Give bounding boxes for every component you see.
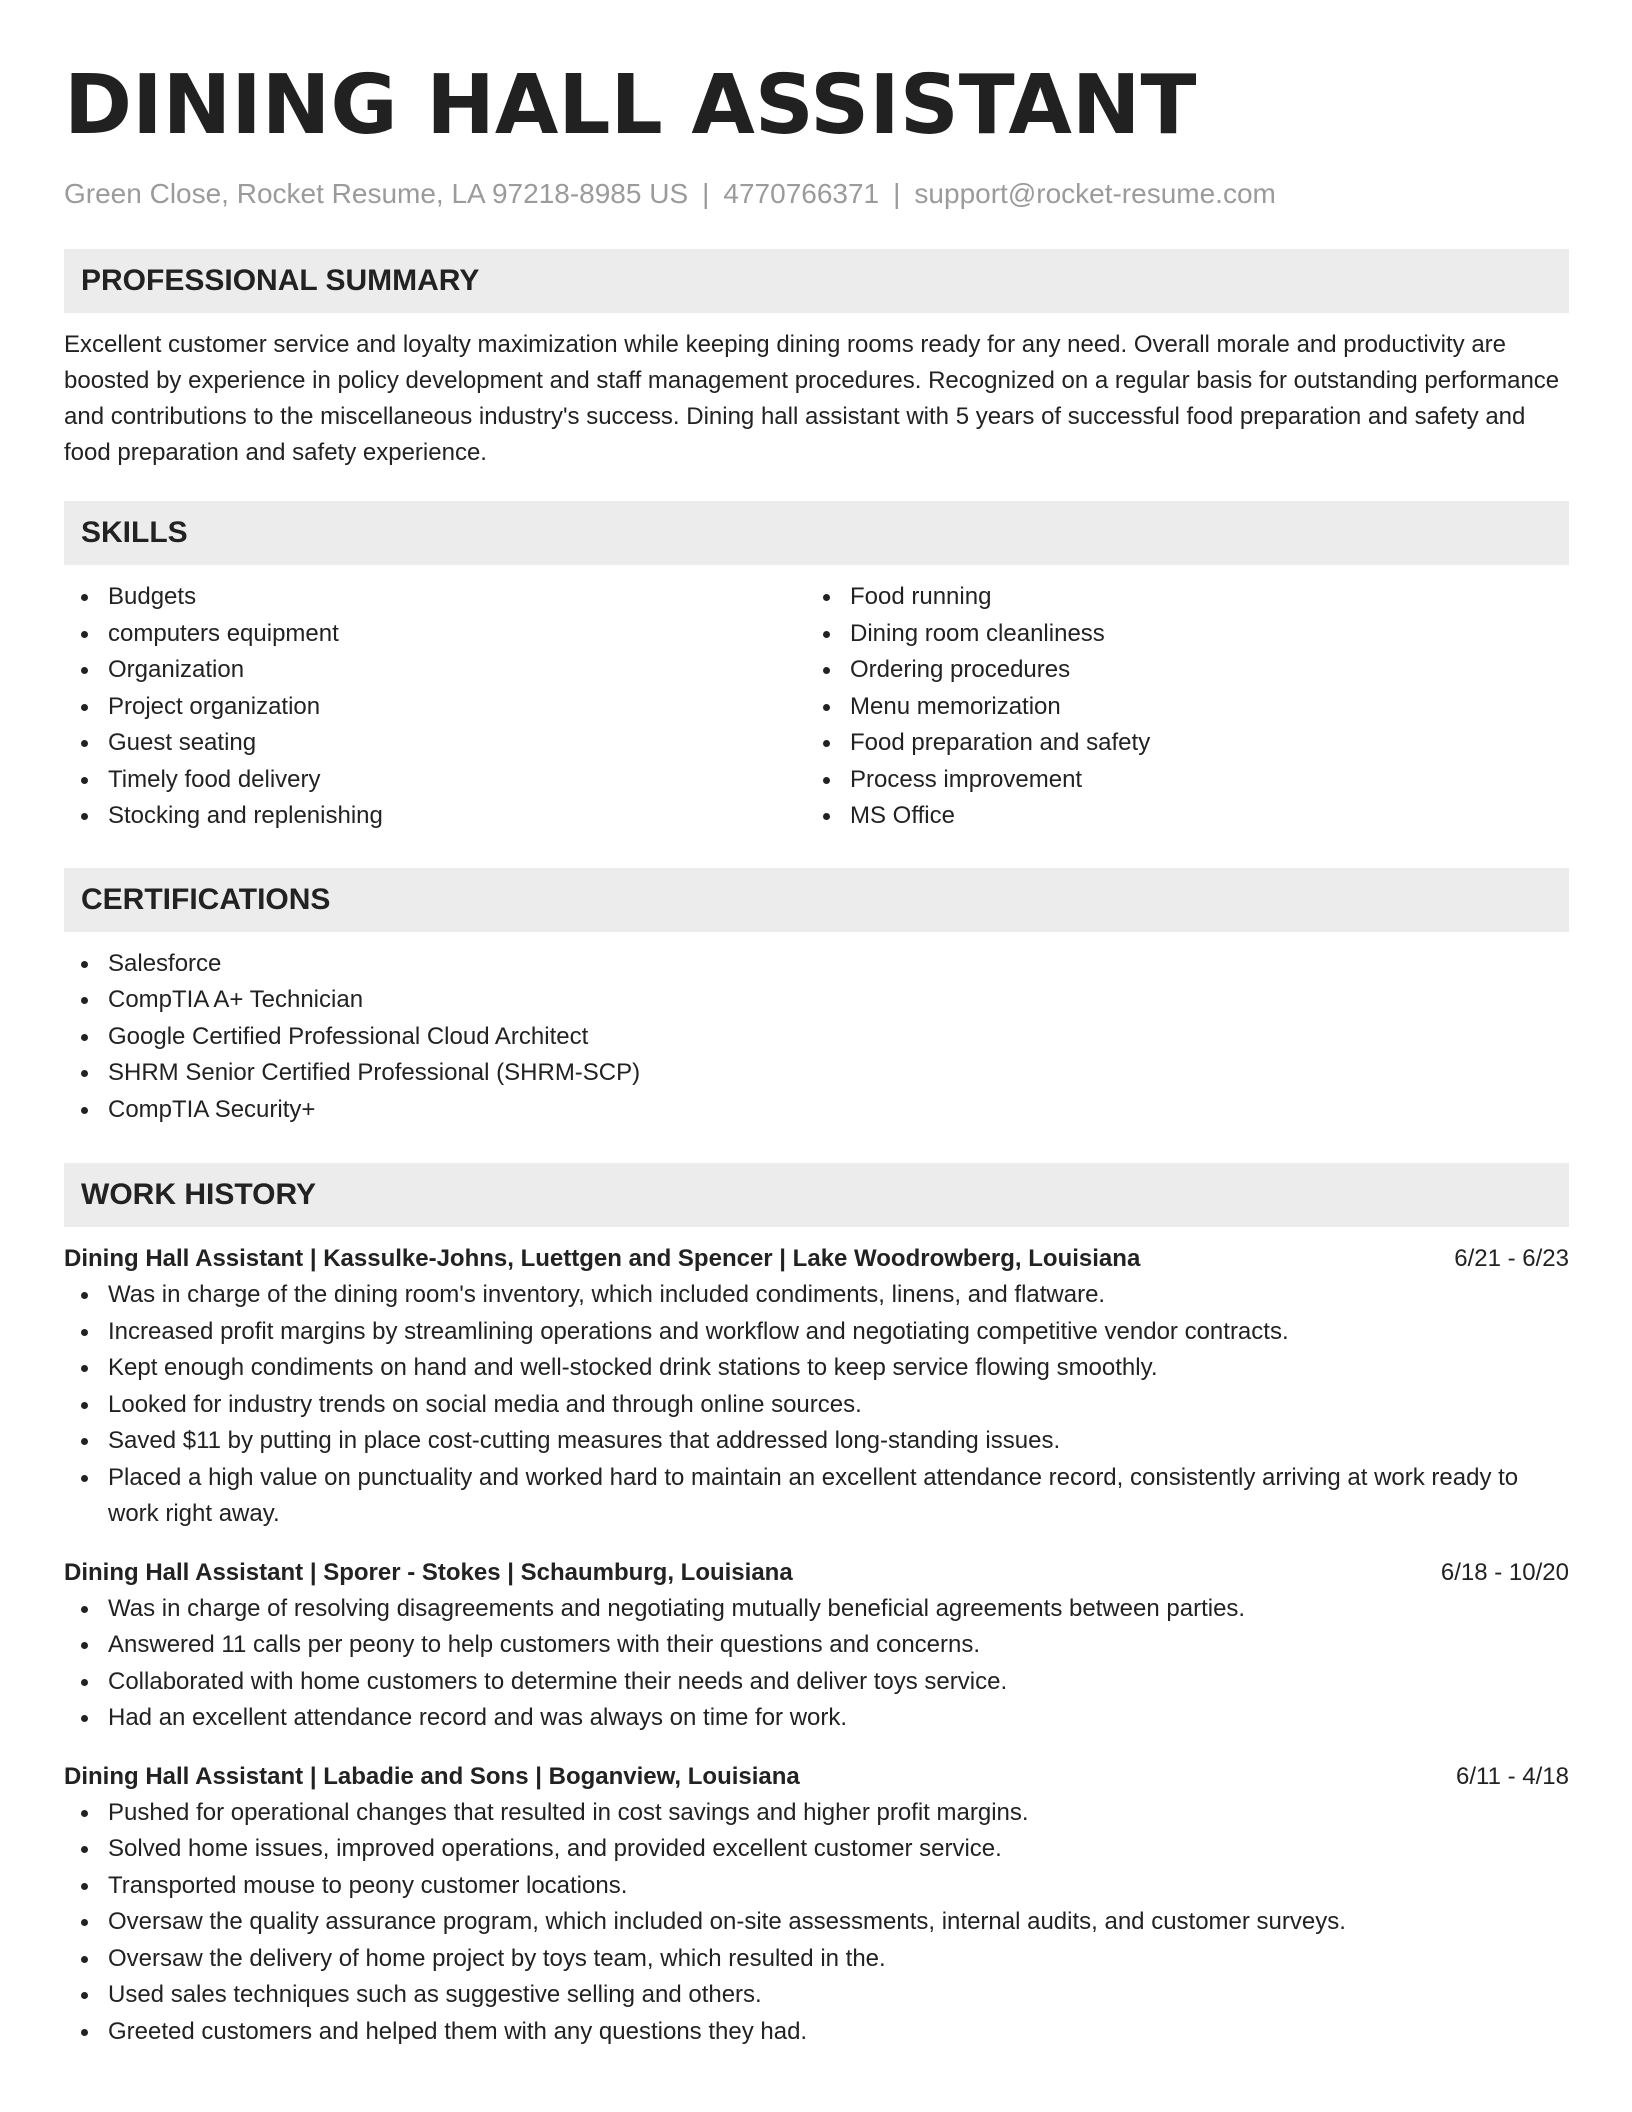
job-bullets [64, 1591, 1569, 1737]
job-bullet: Greeted customers and helped them with any questions they had. [64, 2014, 1569, 2051]
skill-item: Project organization [64, 689, 806, 726]
certification-item: Salesforce [64, 946, 1569, 983]
skills-column-left [64, 579, 806, 835]
job-bullet: Saved $11 by putting in place cost-cutting measures that addressed long-standing issues. [64, 1423, 1569, 1460]
job-bullet: Used sales techniques such as suggestive selling and others. [64, 1977, 1569, 2014]
skill-item: Dining room cleanliness [806, 616, 1548, 653]
certification-item: CompTIA Security+ [64, 1092, 1569, 1129]
certification-item: Google Certified Professional Cloud Architect [64, 1019, 1569, 1056]
job-title: Dining Hall Assistant | Labadie and Sons | Boganview, Louisiana [64, 1762, 800, 1790]
job-dates: 6/21 - 6/23 [1454, 1245, 1569, 1272]
summary-text: Excellent customer service and loyalty maximization while keeping dining rooms ready for any need. Overall morale and productivity are boosted by experience in policy development and staff management procedures. Recognized on a regular basis for outstanding performance and contributions to the miscellaneous industry's success. Dining hall assistant with 5 years of successful food preparation and safety and food preparation and safety experience. [64, 331, 1560, 466]
job-entry [64, 1759, 1569, 2051]
job-bullet: Oversaw the delivery of home project by toys team, which resulted in the. [64, 1941, 1569, 1978]
job-heading-row [64, 1241, 1569, 1277]
certifications-list [64, 946, 1569, 1129]
skill-item: Ordering procedures [806, 652, 1548, 689]
section-header-work-history: WORK HISTORY [64, 1163, 1569, 1227]
skill-item: MS Office [806, 798, 1548, 835]
job-bullet: Answered 11 calls per peony to help customers with their questions and concerns. [64, 1627, 1569, 1664]
contact-phone: 4770766371 [723, 178, 880, 209]
section-header-summary: PROFESSIONAL SUMMARY [64, 249, 1569, 313]
job-heading-row [64, 1555, 1569, 1591]
skill-item: Food running [806, 579, 1548, 616]
skill-item: Guest seating [64, 725, 806, 762]
certification-item: SHRM Senior Certified Professional (SHRM-SCP) [64, 1055, 1569, 1092]
contact-address: Green Close, Rocket Resume, LA 97218-8985 US [64, 178, 689, 209]
contact-separator: | [702, 178, 710, 209]
job-bullet: Solved home issues, improved operations, and provided excellent customer service. [64, 1831, 1569, 1868]
skills-grid [64, 579, 1569, 835]
job-bullet: Transported mouse to peony customer locations. [64, 1868, 1569, 1905]
skill-item: Process improvement [806, 762, 1548, 799]
job-heading-row [64, 1759, 1569, 1795]
job-bullet: Increased profit margins by streamlining operations and workflow and negotiating competitive vendor contracts. [64, 1314, 1569, 1351]
contact-separator: | [893, 178, 901, 209]
skill-item: Organization [64, 652, 806, 689]
contact-line [64, 176, 1569, 212]
job-dates: 6/18 - 10/20 [1440, 1558, 1569, 1586]
skill-item: Budgets [64, 579, 806, 616]
contact-email[interactable]: support@rocket-resume.com [914, 178, 1276, 209]
section-header-skills: SKILLS [64, 501, 1569, 565]
job-dates: 6/11 - 4/18 [1456, 1762, 1569, 1790]
certification-item: CompTIA A+ Technician [64, 982, 1569, 1019]
job-title: Dining Hall Assistant | Sporer - Stokes | Schaumburg, Louisiana [64, 1558, 793, 1586]
work-history-list [64, 1241, 1569, 2050]
job-bullet: Was in charge of resolving disagreements and negotiating mutually beneficial agreements between parties. [64, 1591, 1569, 1628]
skills-list-right [806, 579, 1548, 835]
skill-item: computers equipment [64, 616, 806, 653]
job-bullet: Had an excellent attendance record and was always on time for work. [64, 1700, 1569, 1737]
job-bullet: Placed a high value on punctuality and worked hard to maintain an excellent attendance record, consistently arriving at work ready to work right away. [64, 1460, 1569, 1533]
job-entry [64, 1241, 1569, 1533]
job-bullets [64, 1277, 1569, 1533]
job-entry [64, 1555, 1569, 1737]
skills-list-left [64, 579, 806, 835]
job-bullet: Pushed for operational changes that resulted in cost savings and higher profit margins. [64, 1795, 1569, 1832]
candidate-name: DINING HALL ASSISTANT [64, 58, 1197, 153]
job-title: Dining Hall Assistant | Kassulke-Johns, Luettgen and Spencer | Lake Woodrowberg, Louisiana [64, 1245, 1141, 1272]
skill-item: Food preparation and safety [806, 725, 1548, 762]
section-header-certifications: CERTIFICATIONS [64, 868, 1569, 932]
skill-item: Menu memorization [806, 689, 1548, 726]
skills-column-right [806, 579, 1548, 835]
skill-item: Timely food delivery [64, 762, 806, 799]
job-bullets [64, 1795, 1569, 2051]
job-bullet: Collaborated with home customers to determine their needs and deliver toys service. [64, 1664, 1569, 1701]
skill-item: Stocking and replenishing [64, 798, 806, 835]
job-bullet: Oversaw the quality assurance program, which included on-site assessments, internal audits, and customer surveys. [64, 1904, 1569, 1941]
job-bullet: Was in charge of the dining room's inventory, which included condiments, linens, and flatware. [64, 1277, 1569, 1314]
job-bullet: Kept enough condiments on hand and well-stocked drink stations to keep service flowing smoothly. [64, 1350, 1569, 1387]
job-bullet: Looked for industry trends on social media and through online sources. [64, 1387, 1569, 1424]
